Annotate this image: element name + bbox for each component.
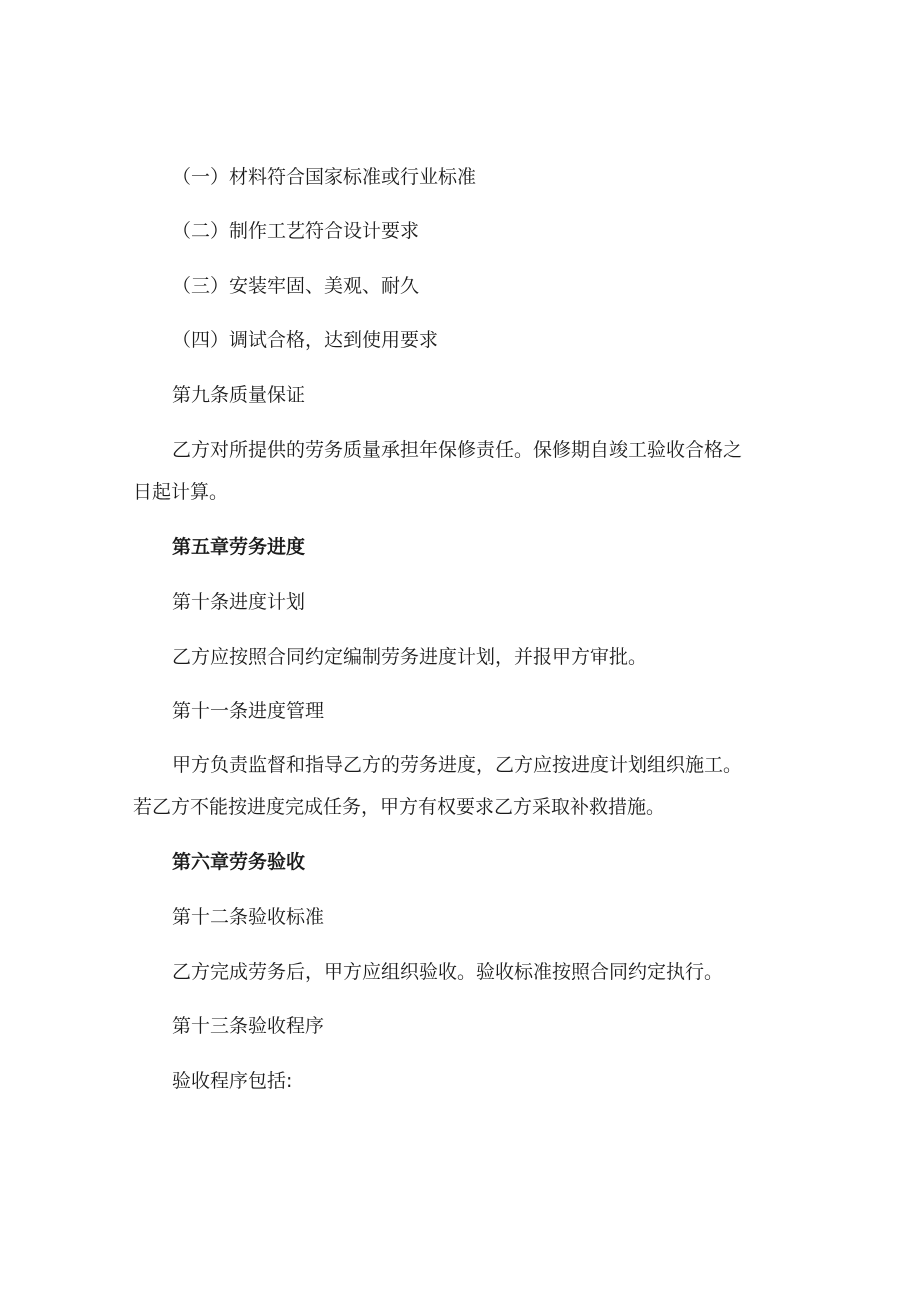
article-9-body-line-2: 日起计算。	[133, 481, 229, 503]
article-13-body: 验收程序包括:	[172, 1070, 293, 1092]
list-item-3: （三）安装牢固、美观、耐久	[172, 275, 420, 297]
list-item-1: （一）材料符合国家标准或行业标准	[172, 166, 477, 188]
article-11-title: 第十一条进度管理	[172, 700, 325, 722]
list-item-2: （二）制作工艺符合设计要求	[172, 220, 420, 242]
article-10-title: 第十条进度计划	[172, 591, 306, 613]
list-item-4: （四）调试合格，达到使用要求	[172, 329, 439, 351]
article-9-title: 第九条质量保证	[172, 384, 306, 406]
article-11-body-line-2: 若乙方不能按进度完成任务，甲方有权要求乙方采取补救措施。	[133, 796, 666, 818]
chapter-5-title: 第五章劳务进度	[172, 536, 306, 558]
article-12-title: 第十二条验收标准	[172, 906, 325, 928]
article-9-body-line-1: 乙方对所提供的劳务质量承担年保修责任。保修期自竣工验收合格之	[172, 439, 743, 461]
chapter-6-title: 第六章劳务验收	[172, 851, 306, 873]
article-10-body: 乙方应按照合同约定编制劳务进度计划，并报甲方审批。	[172, 646, 648, 668]
article-13-title: 第十三条验收程序	[172, 1015, 325, 1037]
article-12-body: 乙方完成劳务后，甲方应组织验收。验收标准按照合同约定执行。	[172, 961, 724, 983]
article-11-body-line-1: 甲方负责监督和指导乙方的劳务进度，乙方应按进度计划组织施工。	[172, 754, 743, 776]
